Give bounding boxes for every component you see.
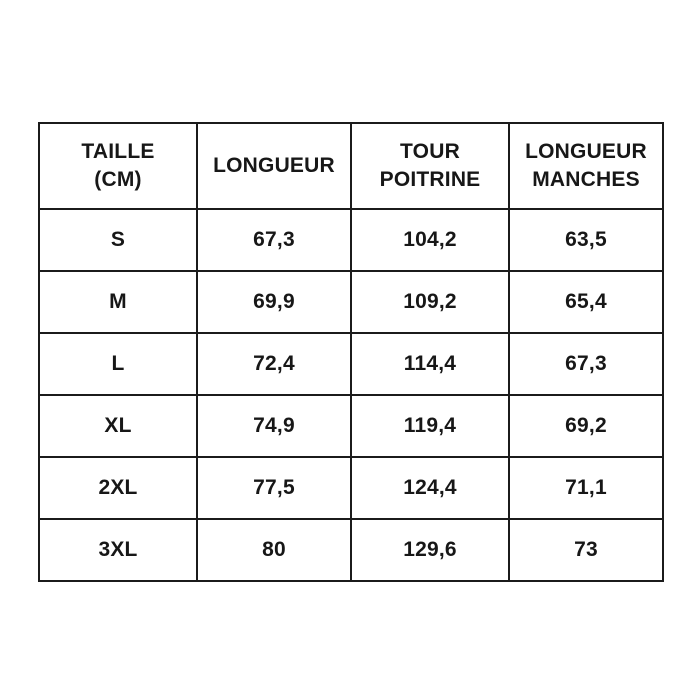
table-body — [39, 209, 663, 581]
cell-longueur: 74,9 — [197, 395, 351, 457]
header-cell-longueur — [197, 123, 351, 209]
cell-size: 3XL — [39, 519, 197, 581]
cell-longueur-manches: 65,4 — [509, 271, 663, 333]
header-cell-longueur-manches — [509, 123, 663, 209]
cell-longueur: 72,4 — [197, 333, 351, 395]
table-row-xl — [39, 395, 663, 457]
cell-longueur-manches: 67,3 — [509, 333, 663, 395]
table-row-3xl — [39, 519, 663, 581]
table-row-m — [39, 271, 663, 333]
cell-longueur: 77,5 — [197, 457, 351, 519]
table-row-2xl — [39, 457, 663, 519]
cell-size: M — [39, 271, 197, 333]
table-header — [39, 123, 663, 209]
header-cell-tour-poitrine — [351, 123, 509, 209]
cell-longueur-manches: 69,2 — [509, 395, 663, 457]
cell-size: L — [39, 333, 197, 395]
header-cell-taille — [39, 123, 197, 209]
cell-size: S — [39, 209, 197, 271]
cell-tour-poitrine: 114,4 — [351, 333, 509, 395]
header-label-line: POITRINE — [379, 168, 481, 191]
header-label-line: TAILLE — [81, 140, 155, 163]
cell-longueur: 67,3 — [197, 209, 351, 271]
cell-tour-poitrine: 124,4 — [351, 457, 509, 519]
cell-tour-poitrine: 104,2 — [351, 209, 509, 271]
cell-tour-poitrine: 109,2 — [351, 271, 509, 333]
header-label-line: LONGUEUR — [213, 154, 335, 177]
cell-longueur-manches: 63,5 — [509, 209, 663, 271]
header-label-line: LONGUEUR — [525, 140, 647, 163]
cell-tour-poitrine: 129,6 — [351, 519, 509, 581]
cell-longueur-manches: 73 — [509, 519, 663, 581]
table-row-l — [39, 333, 663, 395]
cell-size: 2XL — [39, 457, 197, 519]
cell-longueur: 69,9 — [197, 271, 351, 333]
cell-size: XL — [39, 395, 197, 457]
cell-longueur-manches: 71,1 — [509, 457, 663, 519]
table-row-s — [39, 209, 663, 271]
header-label-line: TOUR — [400, 140, 460, 163]
header-label-line: MANCHES — [532, 168, 640, 191]
header-label-line: (CM) — [94, 168, 142, 191]
cell-longueur: 80 — [197, 519, 351, 581]
header-row — [39, 123, 663, 209]
cell-tour-poitrine: 119,4 — [351, 395, 509, 457]
size-chart-table — [38, 122, 664, 582]
